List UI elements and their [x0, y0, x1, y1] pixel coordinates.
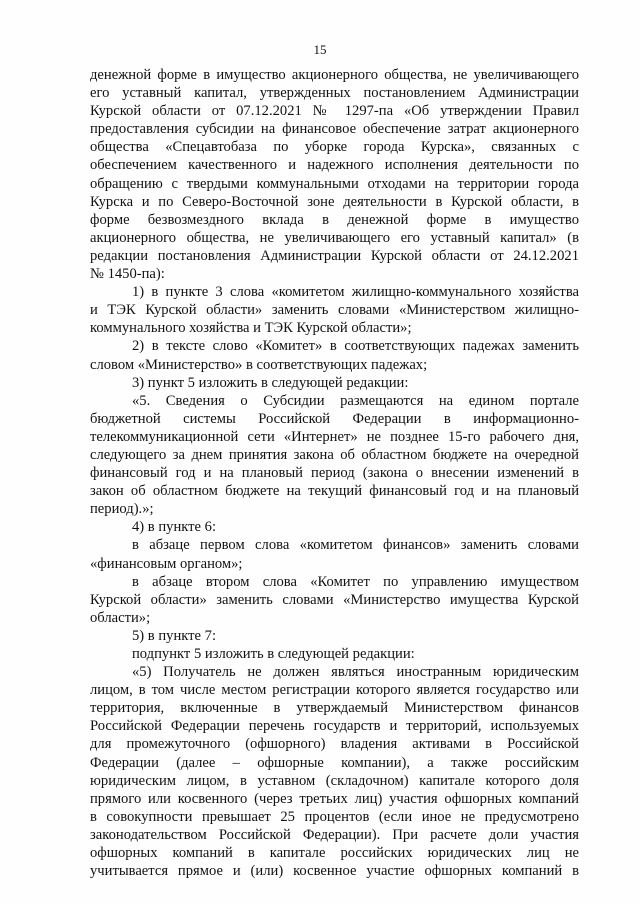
- text-line: Федерации (далее – офшорные компании), а также российским: [90, 754, 579, 771]
- text-line: и ТЭК Курской области» заменить словами «Министерством жилищно-: [90, 302, 579, 319]
- text-line: офшорных компаний в капитале российских юридических лиц не: [90, 845, 579, 862]
- text-line: области»;: [90, 609, 151, 626]
- text-line: 2) в тексте слово «Комитет» в соответствующих падежах заменить: [132, 338, 579, 355]
- text-line: «5. Сведения о Субсидии размещаются на едином портале: [132, 392, 579, 409]
- text-line: денежной форме в имущество акционерного общества, не увеличивающего: [90, 67, 579, 83]
- text-line: лицом, в том числе местом регистрации которого является государство или: [90, 682, 579, 699]
- text-line: Российской Федерации перечень государств и территорий, используемых: [90, 718, 579, 735]
- text-line: 5) в пункте 7:: [132, 627, 217, 644]
- document-body: [90, 66, 579, 880]
- text-line: 1) в пункте 3 слова «комитетом жилищно-коммунального хозяйства: [132, 284, 579, 301]
- text-line: коммунального хозяйства и ТЭК Курской области»;: [90, 320, 412, 337]
- text-line: Курска и по Северо-Восточной зоне деятельности в Курской области, в: [90, 193, 579, 210]
- text-line: в абзаце первом слова «комитетом финансов» заменить словами: [132, 537, 579, 554]
- text-line: прямого или косвенного (через третьих лиц) участия офшорных компаний: [90, 790, 579, 807]
- text-line: 4) в пункте 6:: [132, 519, 217, 536]
- text-line: предоставления субсидии на финансовое обеспечение затрат акционерного: [90, 121, 579, 138]
- text-line: Курской области от 07.12.2021 № 1297-па «Об утверждении Правил: [90, 103, 579, 120]
- text-line: следующего за днем принятия закона об областном бюджете на очередной: [90, 446, 579, 463]
- text-line: «5) Получатель не должен являться иностранным юридическим: [132, 664, 579, 681]
- text-line: акционерного общества, не увеличивающего его уставный капитал» (в: [90, 229, 579, 246]
- text-line: обеспечением качественного и надежного исполнения деятельности по: [90, 157, 579, 174]
- text-line: законодательством Российской Федерации). При расчете доли участия: [90, 826, 579, 843]
- text-line: его уставный капитал, утвержденных постановлением Администрации: [90, 85, 579, 102]
- text-line: редакции постановления Администрации Курской области от 24.12.2021: [90, 247, 579, 264]
- text-line: общества «Спецавтобаза по уборке города Курска», связанных с: [90, 139, 579, 156]
- text-line: подпункт 5 изложить в следующей редакции:: [132, 646, 415, 662]
- text-line: территория, включенные в утверждаемый Министерством финансов: [90, 700, 579, 717]
- text-line: № 1450-па):: [90, 266, 165, 283]
- text-line: обращению с твердыми коммунальными отходами на территории города: [90, 175, 579, 192]
- text-line: финансовый год и на плановый период (закона о внесении изменений в: [90, 465, 579, 482]
- text-line: юридическим лицом, в уставном (складочном) капитале которого доля: [90, 772, 579, 789]
- text-line: бюджетной системы Российской Федерации в информационно-: [90, 410, 579, 427]
- text-line: период).»;: [90, 501, 154, 518]
- text-line: форме безвозмездного вклада в денежной форме в имущество: [90, 211, 579, 228]
- text-line: 3) пункт 5 изложить в следующей редакции:: [132, 374, 409, 391]
- text-line: словом «Министерство» в соответствующих падежах;: [90, 356, 428, 373]
- text-line: для промежуточного (офшорного) владения активами в Российской: [90, 736, 579, 753]
- text-line: телекоммуникационной сети «Интернет» не позднее 15-го рабочего дня,: [90, 428, 579, 445]
- text-line: в совокупности превышает 25 процентов (если иное не предусмотрено: [90, 808, 579, 825]
- text-line: «финансовым органом»;: [90, 555, 243, 572]
- text-line: закон об областном бюджете на текущий финансовый год и на плановый: [90, 483, 579, 500]
- text-line: учитывается прямое и (или) косвенное участие офшорных компаний в: [90, 863, 579, 880]
- text-line: Курской области» заменить словами «Министерство имущества Курской: [90, 591, 579, 608]
- text-line: в абзаце втором слова «Комитет по управлению имуществом: [132, 573, 579, 590]
- page-number: 15: [313, 42, 327, 57]
